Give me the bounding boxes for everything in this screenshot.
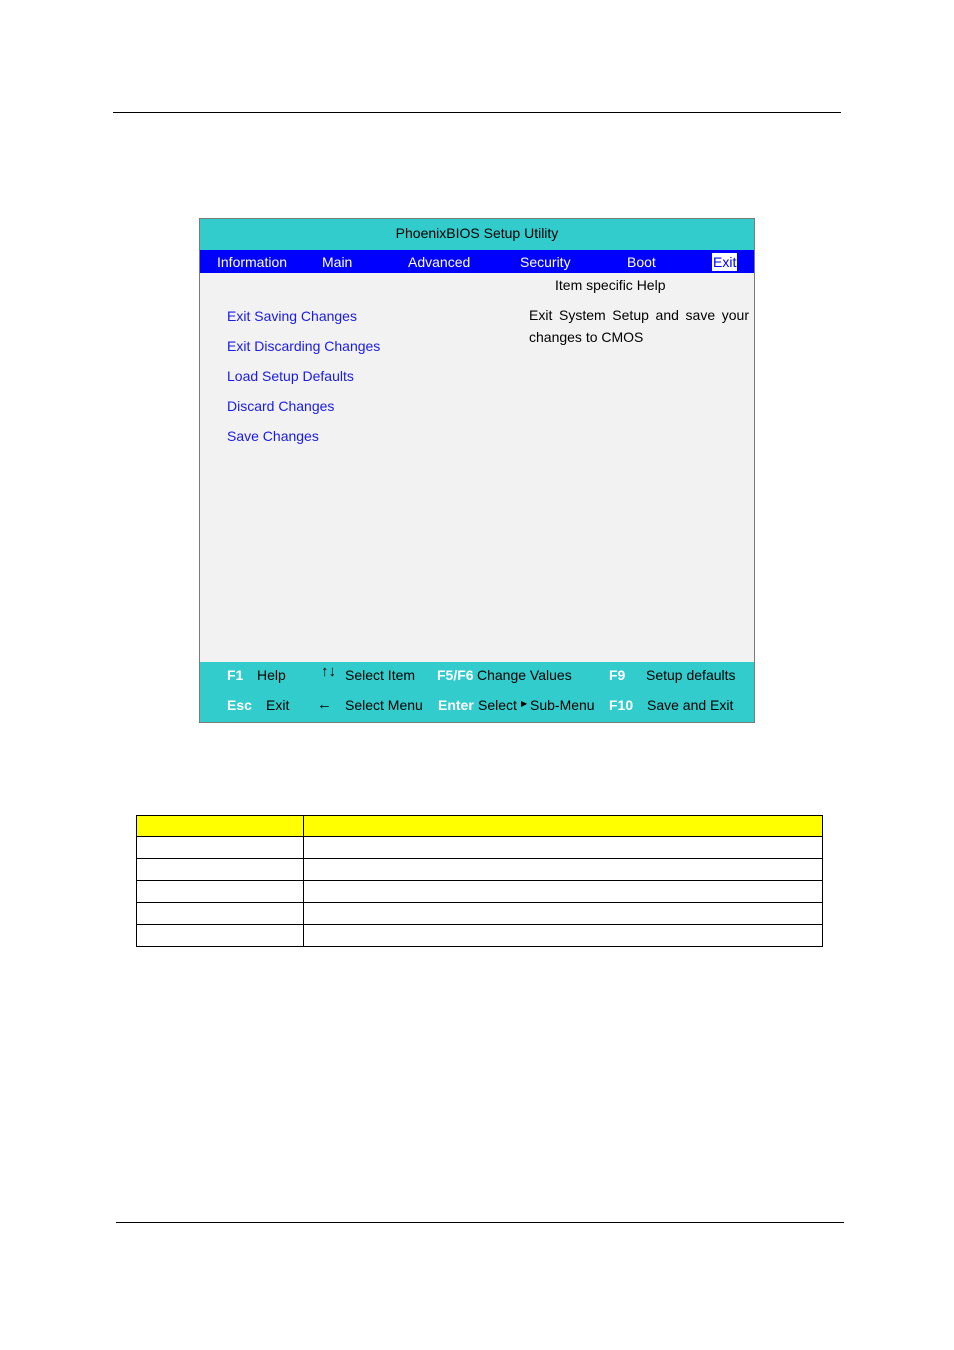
key-esc: Esc <box>227 697 252 713</box>
table-row <box>137 881 823 903</box>
option-exit-saving-changes[interactable]: Exit Saving Changes <box>227 308 357 324</box>
table-cell <box>137 903 304 925</box>
help-text-line-1: Exit System Setup and save your <box>529 307 749 323</box>
table-row <box>137 903 823 925</box>
up-down-arrows-icon: ↑↓ <box>321 663 336 680</box>
option-save-changes[interactable]: Save Changes <box>227 428 319 444</box>
help-text-line-2: changes to CMOS <box>529 329 644 345</box>
key-f10: F10 <box>609 697 634 713</box>
option-exit-discarding-changes[interactable]: Exit Discarding Changes <box>227 338 381 354</box>
table-cell <box>304 837 823 859</box>
key-f1-action: Help <box>257 667 286 683</box>
bios-setup-window <box>199 218 755 723</box>
table-row <box>137 859 823 881</box>
key-f10-action: Save and Exit <box>647 697 734 713</box>
menu-item-boot[interactable]: Boot <box>627 254 656 270</box>
table-cell <box>304 859 823 881</box>
key-f9-action: Setup defaults <box>646 667 736 683</box>
table-cell <box>137 881 304 903</box>
bios-title-bar: PhoenixBIOS Setup Utility <box>200 219 754 250</box>
table-row <box>137 837 823 859</box>
table-cell <box>137 859 304 881</box>
key-arrows-action: Select Item <box>345 667 416 683</box>
table-cell <box>304 925 823 947</box>
help-panel-title: Item specific Help <box>555 277 666 293</box>
key-f1: F1 <box>227 667 244 683</box>
table-cell <box>137 837 304 859</box>
key-enter-action: Select <box>478 697 517 713</box>
menu-item-advanced[interactable]: Advanced <box>408 254 471 270</box>
option-load-setup-defaults[interactable]: Load Setup Defaults <box>227 368 354 384</box>
key-f5-f6-action: Change Values <box>477 667 572 683</box>
bios-menu-bar <box>200 250 754 273</box>
table-header-cell <box>304 816 823 837</box>
key-enter-action-submenu: Sub-Menu <box>530 697 595 713</box>
table-cell <box>304 881 823 903</box>
menu-item-information[interactable]: Information <box>217 254 288 270</box>
left-arrow-icon: ← <box>317 696 332 713</box>
option-discard-changes[interactable]: Discard Changes <box>227 398 335 414</box>
table-header-row <box>137 816 823 837</box>
table-cell <box>304 903 823 925</box>
key-left-arrow-action: Select Menu <box>345 697 423 713</box>
key-f9: F9 <box>609 667 626 683</box>
key-esc-action: Exit <box>266 697 290 713</box>
page-footer-rule <box>116 1222 844 1223</box>
key-f5-f6: F5/F6 <box>437 667 474 683</box>
parameter-table <box>136 815 823 947</box>
menu-item-exit[interactable]: Exit <box>713 254 737 270</box>
menu-item-security[interactable]: Security <box>520 254 571 270</box>
table-row <box>137 925 823 947</box>
table-cell <box>137 925 304 947</box>
table-header-cell <box>137 816 304 837</box>
key-enter: Enter <box>438 697 474 713</box>
bios-key-legend <box>200 662 754 722</box>
page-header-rule <box>113 112 841 113</box>
submenu-arrow-icon: ▶ <box>521 699 528 708</box>
menu-item-main[interactable]: Main <box>322 254 353 270</box>
help-panel-text <box>529 304 749 348</box>
